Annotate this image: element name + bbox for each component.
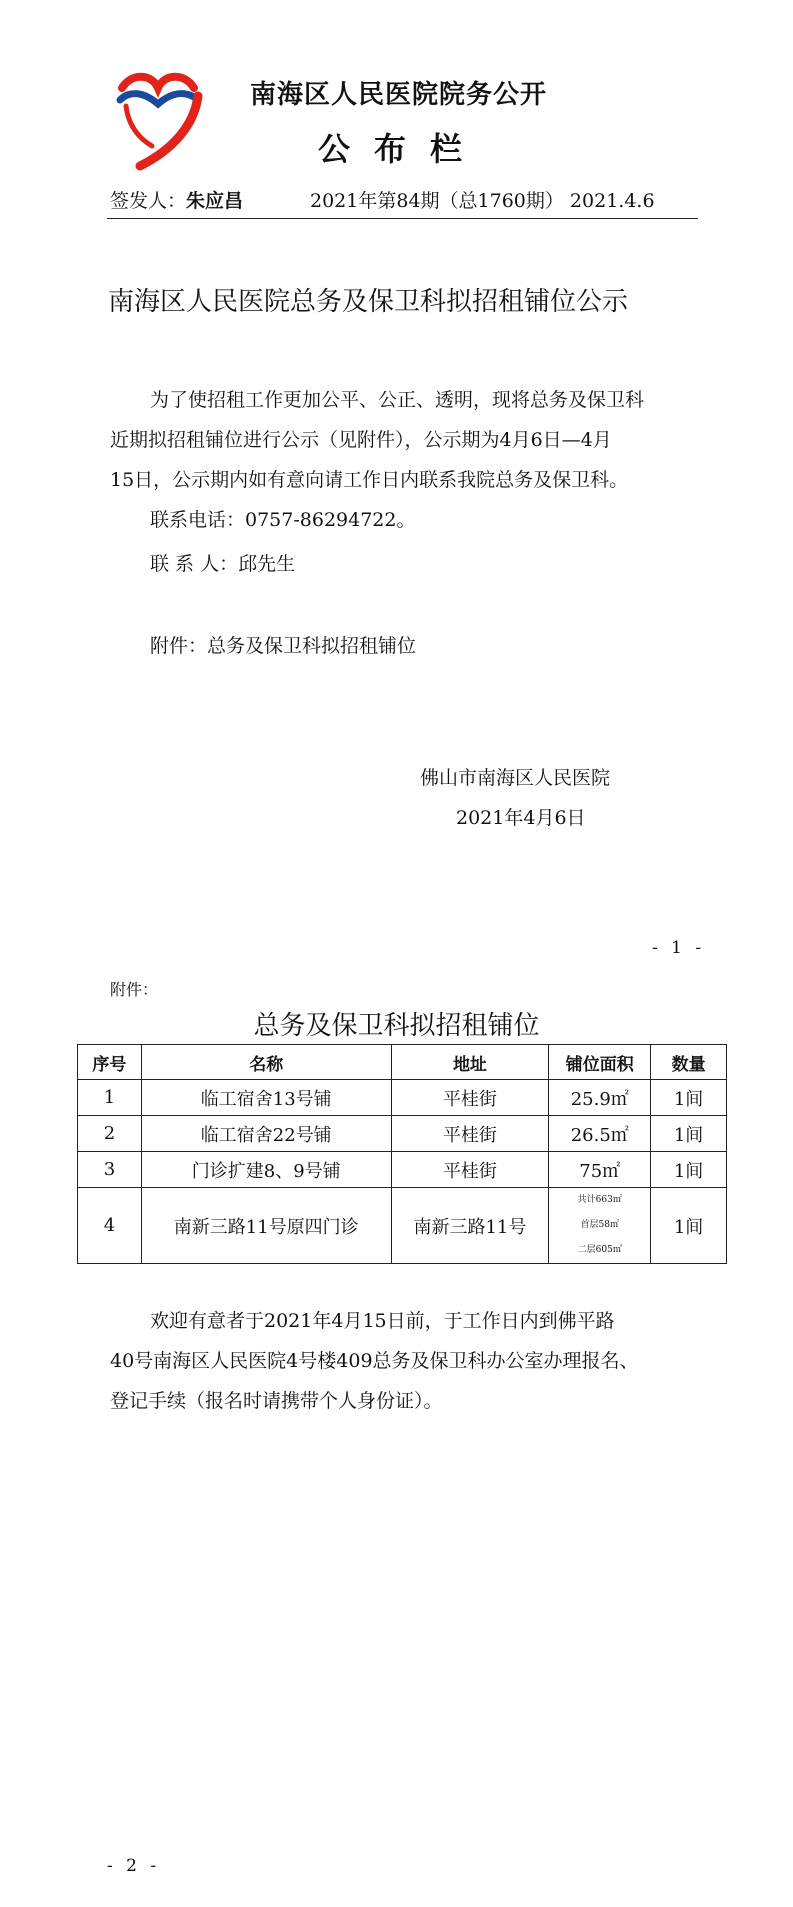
table-header-row — [78, 1045, 727, 1080]
col-header-qty: 数量 — [651, 1045, 727, 1080]
page-number-2: - 2 - — [107, 1856, 161, 1876]
page-number-1: - 1 - — [652, 938, 706, 958]
cell-qty: 1间 — [651, 1116, 727, 1152]
cell-no: 4 — [78, 1188, 142, 1264]
closing-line2: 40号南海区人民医院4号楼409总务及保卫科办公室办理报名、 — [110, 1350, 639, 1372]
cell-no: 3 — [78, 1152, 142, 1188]
org-title: 南海区人民医院院务公开 — [250, 80, 548, 110]
issuer-line — [110, 186, 243, 213]
contact-phone: 联系电话：0757-86294722。 — [150, 509, 416, 531]
signature-org: 佛山市南海区人民医院 — [420, 767, 611, 789]
signature-date: 2021年4月6日 — [456, 807, 586, 829]
cell-qty: 1间 — [651, 1152, 727, 1188]
cell-address: 平桂街 — [391, 1080, 549, 1116]
cell-address: 平桂街 — [391, 1116, 549, 1152]
cell-name: 门诊扩建8、9号铺 — [141, 1152, 391, 1188]
attachment-label: 附件： — [110, 980, 159, 999]
cell-name: 南新三路11号原四门诊 — [141, 1188, 391, 1264]
shop-table — [77, 1044, 727, 1264]
para1-line2: 近期拟招租铺位进行公示（见附件），公示期为4月6日—4月 — [110, 429, 612, 451]
cell-name: 临工宿舍13号铺 — [141, 1080, 391, 1116]
col-header-address: 地址 — [391, 1045, 549, 1080]
cell-no: 2 — [78, 1116, 142, 1152]
table-row — [78, 1116, 727, 1152]
col-header-name: 名称 — [141, 1045, 391, 1080]
cell-area: 26.5㎡ — [549, 1116, 651, 1152]
issue-info: 2021年第84期（总1760期） 2021.4.6 — [310, 190, 655, 212]
col-header-no: 序号 — [78, 1045, 142, 1080]
col-header-area: 铺位面积 — [549, 1045, 651, 1080]
cell-qty: 1间 — [651, 1188, 727, 1264]
para1-line1: 为了使招租工作更加公平、公正、透明，现将总务及保卫科 — [150, 389, 645, 411]
board-title: 公布栏 — [318, 130, 487, 168]
cell-name: 临工宿舍22号铺 — [141, 1116, 391, 1152]
table-row — [78, 1080, 727, 1116]
issuer-name: 朱应昌 — [186, 190, 244, 212]
hospital-logo-icon — [112, 66, 204, 174]
table-row — [78, 1188, 727, 1264]
area-first-floor: 首层58㎡ — [580, 1220, 619, 1230]
attachment-note: 附件：总务及保卫科拟招租铺位 — [150, 635, 417, 657]
issuer-label: 签发人： — [110, 190, 187, 212]
notice-title: 南海区人民医院总务及保卫科拟招租铺位公示 — [108, 287, 629, 317]
closing-line3: 登记手续（报名时请携带个人身份证）。 — [110, 1390, 443, 1412]
cell-area: 25.9㎡ — [549, 1080, 651, 1116]
cell-area-breakdown — [549, 1188, 651, 1264]
table-row — [78, 1152, 727, 1188]
cell-qty: 1间 — [651, 1080, 727, 1116]
cell-area: 75㎡ — [549, 1152, 651, 1188]
cell-address: 平桂街 — [391, 1152, 549, 1188]
closing-line1: 欢迎有意者于2021年4月15日前，于工作日内到佛平路 — [150, 1310, 615, 1332]
area-total: 共计663㎡ — [577, 1195, 622, 1205]
header-divider — [107, 218, 698, 219]
area-second-floor: 二层605㎡ — [577, 1245, 622, 1255]
cell-no: 1 — [78, 1080, 142, 1116]
cell-address: 南新三路11号 — [391, 1188, 549, 1264]
contact-person: 联 系 人：邱先生 — [150, 553, 296, 575]
table-title: 总务及保卫科拟招租铺位 — [253, 1011, 540, 1041]
para1-line3: 15日，公示期内如有意向请工作日内联系我院总务及保卫科。 — [110, 469, 629, 491]
